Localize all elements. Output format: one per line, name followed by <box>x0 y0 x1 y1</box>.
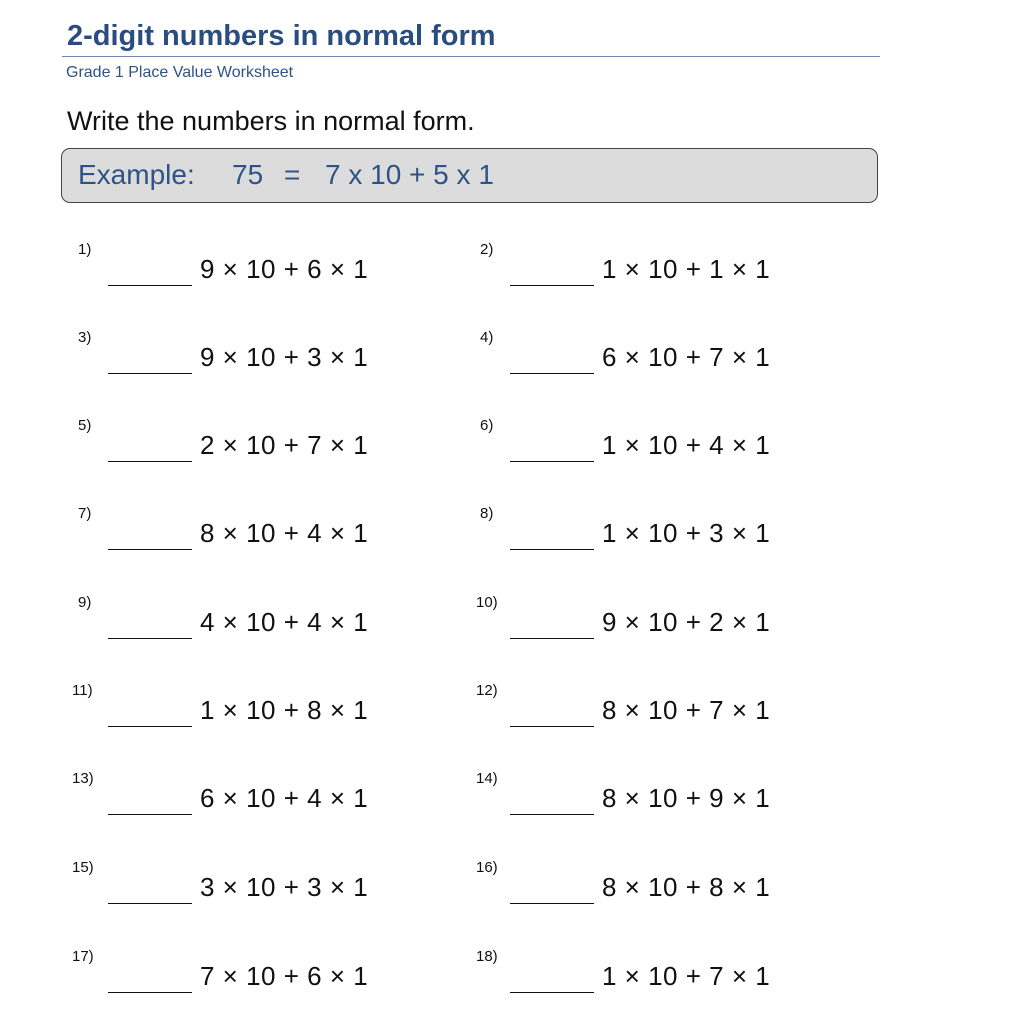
answer-blank[interactable] <box>108 638 192 639</box>
problem-expression: 8 × 10 + 7 × 1 <box>602 695 771 725</box>
answer-blank[interactable] <box>510 461 594 462</box>
problem-number: 9) <box>78 594 92 611</box>
answer-blank[interactable] <box>510 992 594 993</box>
problem-item <box>78 329 478 389</box>
example-label: Example: <box>78 159 195 190</box>
problem-item <box>78 505 478 565</box>
example-box <box>61 148 878 203</box>
problem-expression: 9 × 10 + 6 × 1 <box>200 254 369 284</box>
problem-item <box>78 417 478 477</box>
problem-expression: 1 × 10 + 4 × 1 <box>602 430 771 460</box>
problem-expression: 3 × 10 + 3 × 1 <box>200 872 369 902</box>
problem-expression: 8 × 10 + 8 × 1 <box>602 872 771 902</box>
problem-expression: 1 × 10 + 3 × 1 <box>602 518 771 548</box>
problem-expression: 9 × 10 + 3 × 1 <box>200 342 369 372</box>
problem-expression: 6 × 10 + 7 × 1 <box>602 342 771 372</box>
problem-item <box>476 859 876 919</box>
problem-number: 5) <box>78 417 92 434</box>
example-number: 75 <box>232 159 264 190</box>
problem-number: 8) <box>480 505 494 522</box>
problem-expression: 4 × 10 + 4 × 1 <box>200 607 369 637</box>
problem-number: 3) <box>78 329 92 346</box>
answer-blank[interactable] <box>108 461 192 462</box>
problem-number: 7) <box>78 505 92 522</box>
answer-blank[interactable] <box>108 814 192 815</box>
problem-item <box>480 505 880 565</box>
problem-number: 6) <box>480 417 494 434</box>
problem-item <box>480 241 880 301</box>
problem-expression: 9 × 10 + 2 × 1 <box>602 607 771 637</box>
answer-blank[interactable] <box>510 903 594 904</box>
problem-number: 15) <box>72 859 94 876</box>
problem-expression: 6 × 10 + 4 × 1 <box>200 783 369 813</box>
problem-item <box>72 859 472 919</box>
problem-item <box>72 770 472 830</box>
problem-expression: 7 × 10 + 6 × 1 <box>200 961 369 991</box>
answer-blank[interactable] <box>510 726 594 727</box>
answer-blank[interactable] <box>510 814 594 815</box>
problem-expression: 2 × 10 + 7 × 1 <box>200 430 369 460</box>
problem-number: 16) <box>476 859 498 876</box>
problem-expression: 8 × 10 + 4 × 1 <box>200 518 369 548</box>
answer-blank[interactable] <box>510 638 594 639</box>
problem-item <box>72 948 472 1008</box>
problem-number: 12) <box>476 682 498 699</box>
problem-number: 4) <box>480 329 494 346</box>
title-divider <box>62 56 880 57</box>
problem-item <box>480 417 880 477</box>
problem-item <box>476 682 876 742</box>
problem-number: 14) <box>476 770 498 787</box>
worksheet-title: 2-digit numbers in normal form <box>67 20 496 52</box>
worksheet-subtitle: Grade 1 Place Value Worksheet <box>66 64 294 81</box>
answer-blank[interactable] <box>108 285 192 286</box>
problem-item <box>480 329 880 389</box>
problem-expression: 1 × 10 + 8 × 1 <box>200 695 369 725</box>
answer-blank[interactable] <box>108 373 192 374</box>
answer-blank[interactable] <box>108 549 192 550</box>
problem-expression: 8 × 10 + 9 × 1 <box>602 783 771 813</box>
problem-item <box>476 948 876 1008</box>
answer-blank[interactable] <box>510 373 594 374</box>
problem-number: 18) <box>476 948 498 965</box>
problem-item <box>78 594 478 654</box>
problem-number: 13) <box>72 770 94 787</box>
answer-blank[interactable] <box>510 549 594 550</box>
problem-item <box>476 594 876 654</box>
answer-blank[interactable] <box>108 726 192 727</box>
example-expression: 7 x 10 + 5 x 1 <box>325 159 494 190</box>
instructions: Write the numbers in normal form. <box>67 106 475 136</box>
example-equals: = <box>284 159 301 190</box>
problem-number: 10) <box>476 594 498 611</box>
problem-number: 1) <box>78 241 92 258</box>
problem-item <box>476 770 876 830</box>
problem-item <box>78 241 478 301</box>
answer-blank[interactable] <box>108 903 192 904</box>
answer-blank[interactable] <box>510 285 594 286</box>
problem-number: 17) <box>72 948 94 965</box>
problem-expression: 1 × 10 + 1 × 1 <box>602 254 771 284</box>
answer-blank[interactable] <box>108 992 192 993</box>
problem-number: 2) <box>480 241 494 258</box>
problem-item <box>72 682 472 742</box>
problem-number: 11) <box>72 682 93 699</box>
problem-expression: 1 × 10 + 7 × 1 <box>602 961 771 991</box>
